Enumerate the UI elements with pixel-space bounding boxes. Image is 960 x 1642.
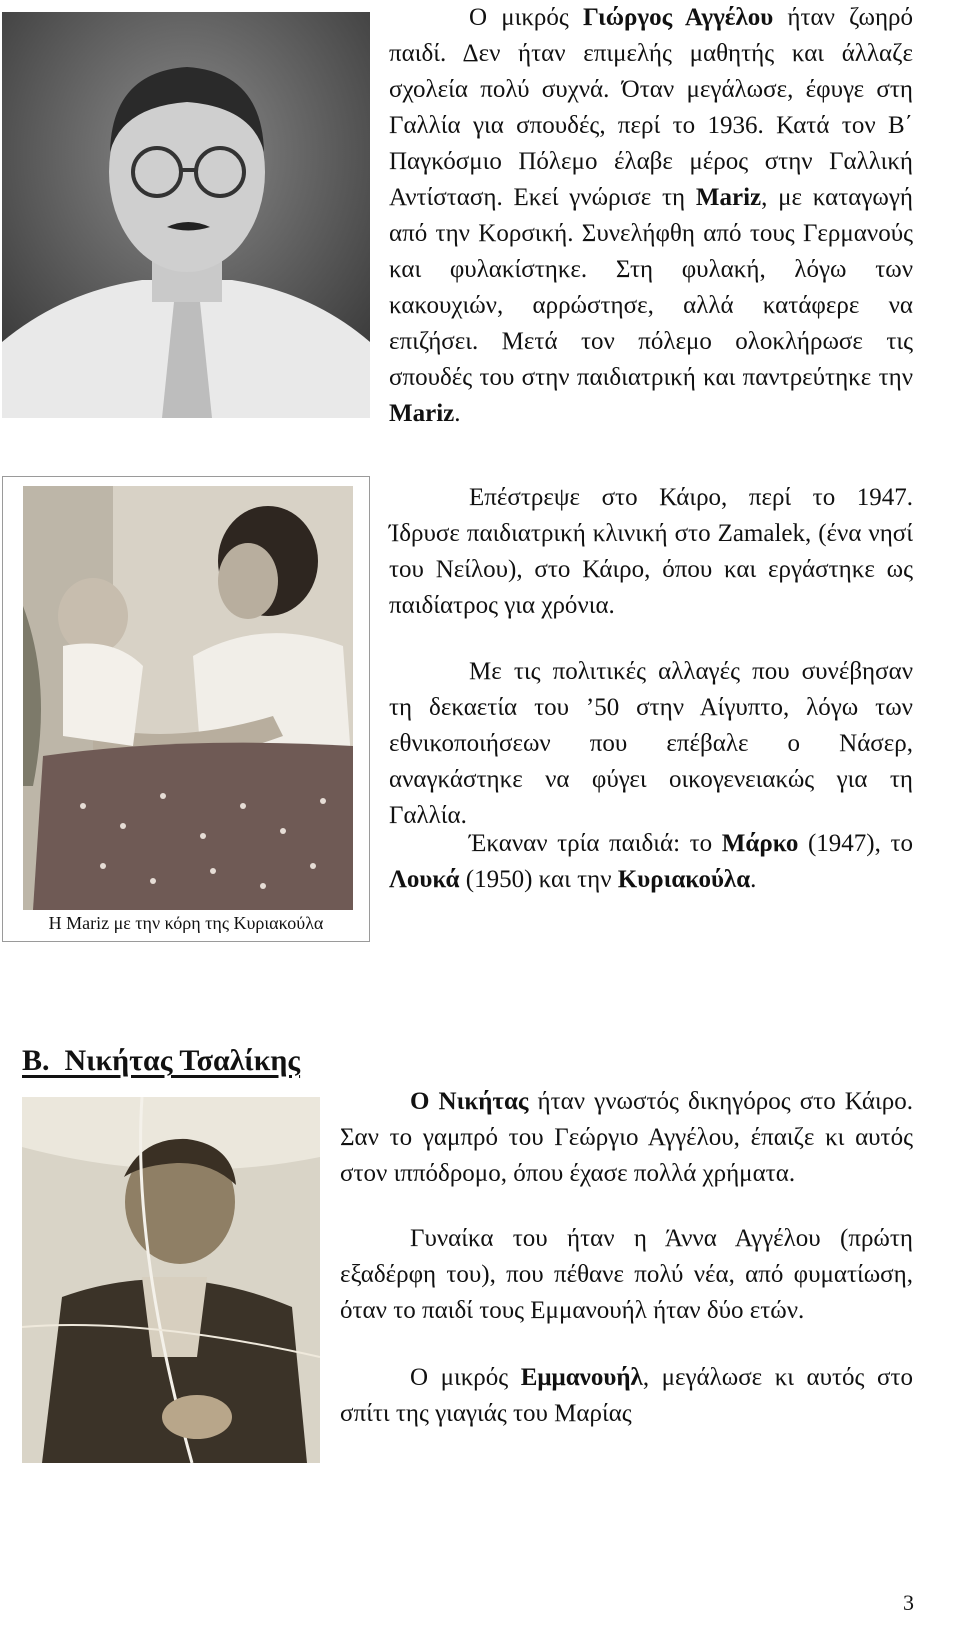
text: Γυναίκα του ήταν η Άννα Αγγέλου (πρώτη εξαδέρφη του), που πέθανε πολύ νέα, από φυματίωση, όταν το παιδί τους Εμμανουήλ ήταν δύο ετών. (340, 1225, 913, 1324)
paragraph-nikitas-lawyer (340, 1084, 913, 1192)
name-mariz: Mariz (695, 184, 762, 211)
photo-caption: Η Mariz με την κόρη της Κυριακούλα (48, 913, 324, 933)
child-name-marko: Μάρκο (721, 830, 799, 857)
page-number: 3 (903, 1590, 914, 1615)
child-name-kyriakoula: Κυριακούλα (617, 866, 751, 893)
paragraph-children (389, 826, 913, 898)
photo-mariz-with-daughter (23, 486, 353, 910)
child-name-louka: Λουκά (389, 866, 460, 893)
text: . (454, 400, 461, 427)
name-mariz: Mariz (389, 400, 455, 427)
text: Έκαναν τρία παιδιά: το (469, 830, 722, 857)
name-nikitas: Ο Νικήτας (410, 1088, 529, 1115)
text: Ο μικρός (469, 4, 583, 31)
paragraph-return-cairo (389, 480, 913, 624)
section-heading-nikitas: Β. Νικήτας Τσαλίκης (22, 1044, 301, 1077)
photo-frame-mariz (2, 476, 370, 942)
text: Επέστρεψε στο Κάιρο, περί το 1947. Ίδρυσε παιδιατρική κλινική στο Zamalek, (ένα νησί του Νείλου), στο Κάιρο, όπου και εργάστηκε ως παιδίατρος για χρόνια. (389, 484, 913, 619)
name-giorgos: Γιώργος Αγγέλου (582, 4, 774, 31)
paragraph-giorgos-biography (389, 0, 913, 432)
text: , με καταγωγή από την Κορσική. Συνελήφθη από τους Γερμανούς και φυλακίστηκε. Στη φυλακή, λόγω των κακουχιών, αρρώστησε, αλλά κατάφερε να επιζήσει. Μετά τον πόλεμο ολοκλήρωσε τις σπουδές του στην παιδιατρική και παντρεύτηκε την (389, 184, 913, 391)
text: (1950) και την (459, 866, 618, 893)
name-emmanouil: Εμμανουήλ (520, 1364, 643, 1391)
paragraph-anna (340, 1221, 913, 1329)
text: Με τις πολιτικές αλλαγές που συνέβησαν τη δεκαετία του ’50 στην Αίγυπτο, λόγω των εθνικοποιήσεων που επέβαλε ο Νάσερ, αναγκάστηκε να φύγει οικογενειακώς για τη Γαλλία. (389, 658, 913, 829)
text: . (750, 866, 757, 893)
paragraph-move-france (389, 654, 913, 834)
text: Ο μικρός (410, 1364, 521, 1391)
text: ήταν ζωηρό παιδί. Δεν ήταν επιμελής μαθητής και άλλαζε σχολεία πολύ συχνά. Όταν μεγάλωσε, έφυγε στη Γαλλία για σπουδές, περί το 1936. Κατά τον Β΄ Παγκόσμιο Πόλεμο έλαβε μέρος στην Γαλλική Αντίσταση. Εκεί γνώρισε τη (389, 4, 913, 211)
photo-emmanouil (22, 1097, 320, 1463)
portrait-photo-giorgos (2, 12, 370, 418)
text: , μεγάλωσε κι αυτός στο σπίτι της γιαγιάς του Μαρίας (340, 1364, 913, 1427)
paragraph-emmanouil (340, 1360, 913, 1432)
text: (1947), το (798, 830, 913, 857)
text: ήταν γνωστός δικηγόρος στο Κάιρο. Σαν το γαμπρό του Γεώργιο Αγγέλου, έπαιζε κι αυτός στον ιππόδρομο, όπου έχασε πολλά χρήματα. (340, 1088, 913, 1187)
